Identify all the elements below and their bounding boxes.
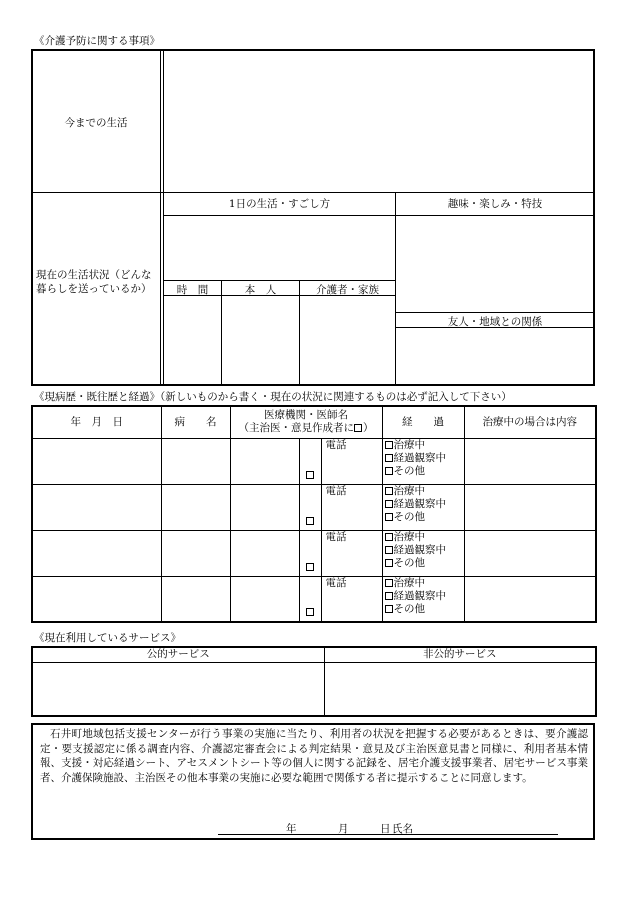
checkbox-icon[interactable] <box>385 454 393 462</box>
checkbox-icon[interactable] <box>385 441 393 449</box>
services-heading: 《現在利用しているサービス》 <box>34 632 181 644</box>
private-services-cell[interactable] <box>324 662 596 716</box>
past-life-label: 今までの生活 <box>64 117 128 129</box>
table-row: 電話 治療中 経過観察中 その他 <box>32 484 596 530</box>
friends-header: 友人・地域との関係 <box>447 316 543 328</box>
col-progress-header: 経 過 <box>382 406 464 438</box>
table-row: 電話 治療中 経過観察中 その他 <box>32 530 596 576</box>
month-label: 月 <box>338 823 349 835</box>
checkbox-icon[interactable] <box>385 487 393 495</box>
daily-life-header: 1日の生活・すごし方 <box>228 198 331 210</box>
year-label: 年 <box>286 823 297 835</box>
checkbox-icon[interactable] <box>385 500 393 508</box>
checkbox-icon[interactable] <box>385 559 393 567</box>
checkbox-icon <box>354 424 362 432</box>
prevention-heading: 《介護予防に関する事項》 <box>34 35 160 47</box>
checkbox-icon[interactable] <box>385 579 393 587</box>
hobby-header: 趣味・楽しみ・特技 <box>447 198 543 210</box>
history-heading: 《現病歴・既往歴と経過》（新しいものから書く・現在の状況に関連するものは必ず記入して下さい） <box>34 391 512 403</box>
checkbox-icon[interactable] <box>306 471 314 479</box>
public-services-header: 公的サービス <box>32 647 324 662</box>
phone-label: 電話 <box>321 576 382 622</box>
checkbox-icon[interactable] <box>385 592 393 600</box>
public-services-cell[interactable] <box>32 662 324 716</box>
col-treatment-header: 治療中の場合は内容 <box>464 406 596 438</box>
self-header: 本 人 <box>244 284 277 296</box>
time-header: 時 間 <box>176 284 209 296</box>
checkbox-icon[interactable] <box>385 467 393 475</box>
name-label: 氏名 <box>392 823 413 835</box>
checkbox-icon[interactable] <box>385 533 393 541</box>
table-row: 電話 治療中 経過観察中 その他 <box>32 576 596 622</box>
checkbox-icon[interactable] <box>306 517 314 525</box>
history-table <box>31 405 597 623</box>
col-date-header: 年 月 日 <box>32 406 161 438</box>
col-institution-header: 医療機関・医師名 （主治医・意見作成者に ） <box>230 406 382 438</box>
phone-label: 電話 <box>321 438 382 484</box>
phone-label: 電話 <box>321 484 382 530</box>
carer-header: 介護者・家族 <box>316 284 379 296</box>
col-disease-header: 病 名 <box>161 406 230 438</box>
day-label: 日 <box>380 823 391 835</box>
table-row: 電話 治療中 経過観察中 その他 <box>32 438 596 484</box>
checkbox-icon[interactable] <box>385 605 393 613</box>
services-table <box>31 646 597 717</box>
checkbox-icon[interactable] <box>385 546 393 554</box>
private-services-header: 非公的サービス <box>324 647 596 662</box>
checkbox-icon[interactable] <box>306 563 314 571</box>
checkbox-icon[interactable] <box>306 608 314 616</box>
prevention-frame <box>31 49 595 386</box>
checkbox-icon[interactable] <box>385 513 393 521</box>
current-life-label: 現在の生活状況（どんな暮らしを送っているか） <box>36 269 152 295</box>
consent-text: 石井町地域包括支援センターが行う事業の実施に当たり、利用者の状況を把握する必要があるときは、要介護認定・要支援認定に係る調査内容、介護認定審査会による判定結果・意見及び主治医意見書と同様に、利用者基本情報、支援・対応経過シート、アセスメントシート等の個人に関する記録を、居宅介護支援事業者、居宅サービス事業者、介護保険施設、主治医その他本事業の実施に必要な範囲で関係する者に提示することに同意します。 <box>40 728 588 784</box>
phone-label: 電話 <box>321 530 382 576</box>
